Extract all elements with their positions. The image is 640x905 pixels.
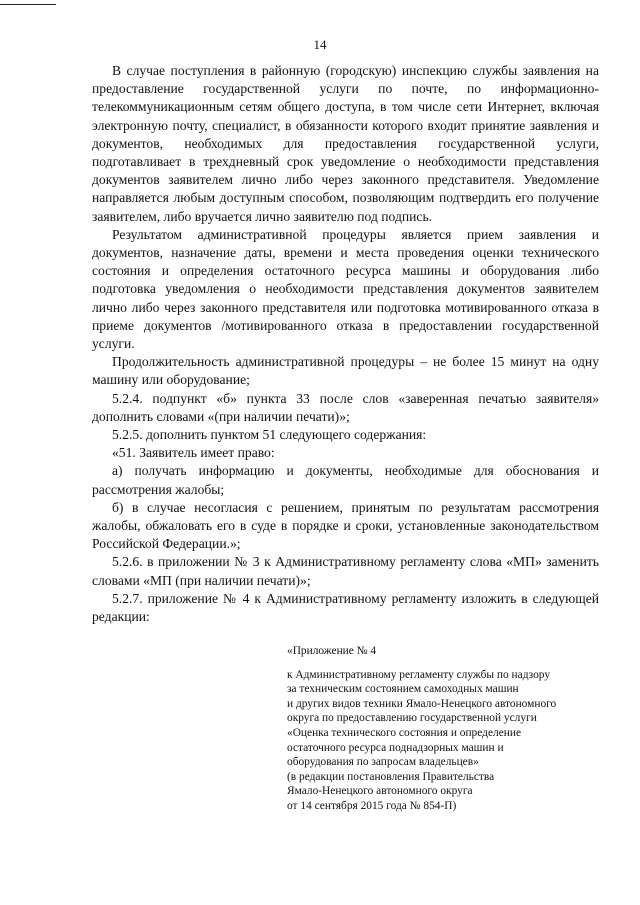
annex-line: оборудования по запросам владельцев» — [287, 756, 479, 769]
annex-line: к Административному регламенту службы по надзору — [287, 668, 551, 681]
annex-line: «Оценка технического состояния и определение — [287, 726, 521, 739]
paragraph-procedure-result: Результатом административной процедуры является прием заявления и документов, назначение даты, времени и места проведения оценки технического состояния и определения остаточного ресурса машины и оборудования либо подготовка уведомления о необходимости представления документов заявителем лично либо через законного представителя или подготовка мотивированного отказа в приеме документов /мотивированного отказа в предоставлении государственной услуги. — [92, 226, 599, 352]
paragraph-amendment-5-2-4: 5.2.4. подпункт «б» пункта 33 после слов «заверенная печатью заявителя» дополнить словами «(при наличии печати)»; — [92, 390, 599, 424]
annex-line: округа по предоставлению государственной услуги — [287, 712, 537, 725]
annex-line: Ямало-Ненецкого автономного округа — [287, 785, 473, 798]
paragraph-amendment-5-2-6: 5.2.6. в приложении № 3 к Административному регламенту слова «МП» заменить словами «МП (при наличии печати)»; — [92, 554, 599, 588]
paragraph-mail-applications: В случае поступления в районную (городскую) инспекцию службы заявления на предоставление государственной услуги по почте, по информационно-телекоммуникационным сетям общего доступа, в том числе сети Интернет, включая электронную почту, специалист, в обязанности которого входит принятие заявления и документов, необходимых для предоставления государственной услуги, подготавливает в трехдневный срок уведомление о необходимости представления документов заявителем лично либо через законного представителя. Уведомление направляется любым доступным способом, позволяющим подтвердить его получение заявителем, либо вручается лично заявителю под подпись. — [92, 63, 599, 224]
document-body — [92, 62, 599, 626]
annex-line: (в редакции постановления Правительства — [287, 770, 495, 783]
paragraph-amendment-5-2-7: 5.2.7. приложение № 4 к Административному регламенту изложить в следующей редакции: — [92, 590, 599, 625]
corner-mark — [0, 4, 56, 5]
page-number: 14 — [313, 37, 327, 52]
annex-line: от 14 сентября 2015 года № 854-П) — [287, 799, 457, 812]
annex-line: остаточного ресурса поднадзорных машин и — [287, 741, 504, 754]
paragraph-procedure-duration: Продолжительность административной процедуры – не более 15 минут на одну машину или оборудование; — [92, 354, 599, 388]
annex-line: за техническим состоянием самоходных машин — [287, 683, 519, 696]
paragraph-right-b: б) в случае несогласия с решением, принятым по результатам рассмотрения жалобы, обжаловать его в суде в порядке и сроки, установленные законодательством Российской Федерации.»; — [92, 499, 599, 552]
paragraph-amendment-5-2-5: 5.2.5. дополнить пунктом 51 следующего содержания: — [112, 427, 427, 443]
paragraph-right-a: а) получать информацию и документы, необходимые для обоснования и рассмотрения жалобы; — [92, 463, 599, 497]
annex-line: и других видов техники Ямало-Ненецкого автономного — [287, 697, 557, 710]
paragraph-applicant-rights: «51. Заявитель имеет право: — [112, 445, 275, 461]
annex-title: «Приложение № 4 — [287, 645, 377, 657]
annex-header — [287, 644, 607, 814]
